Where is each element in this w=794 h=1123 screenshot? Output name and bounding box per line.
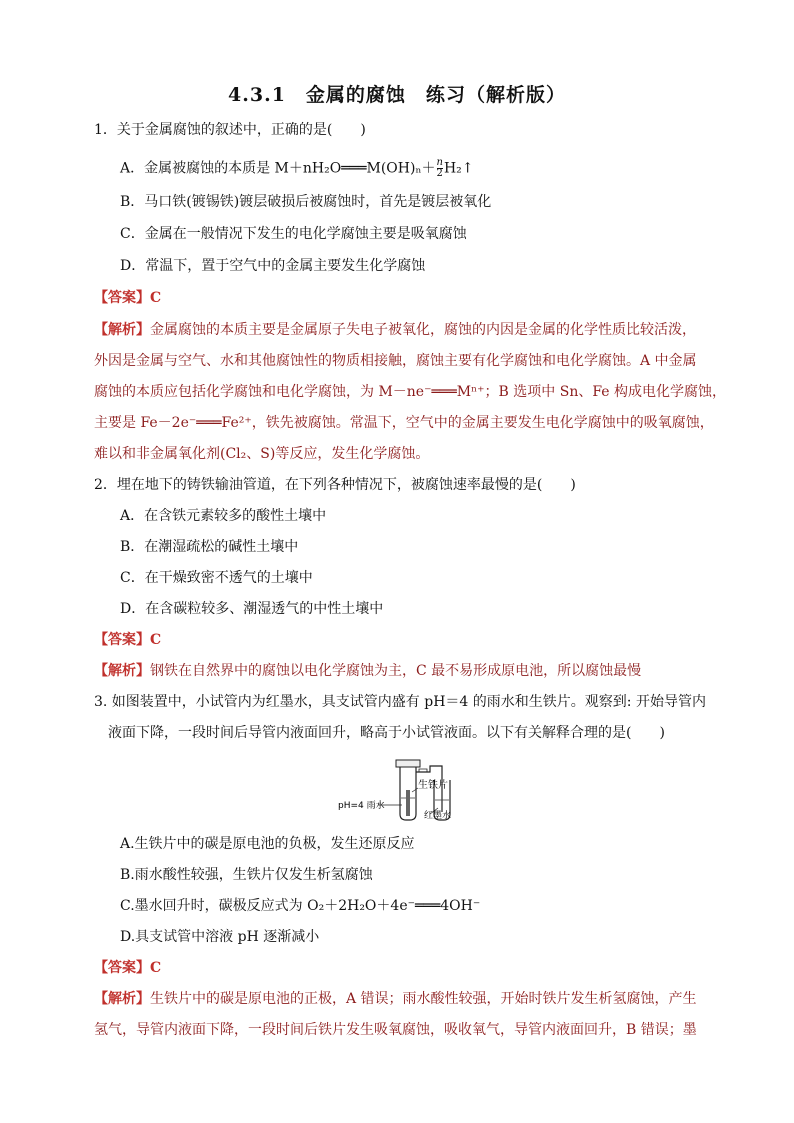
question-3-answer <box>94 959 161 977</box>
page-title: 4.3.1 金属的腐蚀 练习（解析版） <box>228 84 566 106</box>
explanation-text: 钢铁在自然界中的腐蚀以电化学腐蚀为主，C 最不易形成原电池，所以腐蚀最慢 <box>150 663 642 679</box>
question-1-option-b: B．马口铁(镀锡铁)镀层破损后被腐蚀时，首先是镀层被氧化 <box>120 194 492 210</box>
question-1-explanation-line <box>94 321 696 339</box>
explanation-tag: 【解析】 <box>94 322 150 338</box>
question-3-explanation-line <box>94 990 697 1008</box>
question-1-answer <box>94 289 161 307</box>
fraction-numerator: n <box>436 157 443 168</box>
label-rain-water: pH=4 雨水 <box>338 801 385 811</box>
question-2-explanation-line <box>94 662 641 680</box>
answer-value: C <box>150 290 162 306</box>
question-3-stem-line: 液面下降，一段时间后导管内液面回升，略高于小试管液面。以下有关解释合理的是( ) <box>108 725 665 741</box>
question-1-option-c: C．金属在一般情况下发生的电化学腐蚀主要是吸氧腐蚀 <box>120 226 467 242</box>
option-a-text: A．金属被腐蚀的本质是 M＋nH₂O═══M(OH)ₙ＋ <box>120 160 436 177</box>
question-3-stem-line: 3. 如图装置中，小试管内为红墨水，具支试管内盛有 pH＝4 的雨水和生铁片。观察到: 开始导管内 <box>94 694 706 710</box>
question-1-explanation-line: 腐蚀的本质应包括化学腐蚀和电化学腐蚀，为 M－ne⁻═══Mⁿ⁺；B 选项中 Sn、Fe 构成电化学腐蚀， <box>94 384 727 400</box>
question-3-option-b: B.雨水酸性较强，生铁片仅发生析氢腐蚀 <box>120 867 373 883</box>
question-1-explanation-line: 主要是 Fe－2e⁻═══Fe²⁺，铁先被腐蚀。常温下，空气中的金属主要发生电化学腐蚀中的吸氧腐蚀， <box>94 415 714 431</box>
fraction-denominator: 2 <box>436 168 443 179</box>
question-1-explanation-line: 外因是金属与空气、水和其他腐蚀性的物质相接触，腐蚀主要有化学腐蚀和电化学腐蚀。A 中金属 <box>94 353 697 369</box>
question-3-option-c: C.墨水回升时，碳极反应式为 O₂＋2H₂O＋4e⁻═══4OH⁻ <box>120 898 481 914</box>
question-2-option-a: A．在含铁元素较多的酸性土壤中 <box>120 508 327 524</box>
answer-tag: 【答案】 <box>94 632 150 648</box>
explanation-text: 金属腐蚀的本质主要是金属原子失电子被氧化，腐蚀的内因是金属的化学性质比较活泼， <box>150 322 696 338</box>
iron-strip <box>406 790 410 816</box>
question-3-option-a: A.生铁片中的碳是原电池的负极，发生还原反应 <box>120 836 415 852</box>
answer-tag: 【答案】 <box>94 960 150 976</box>
question-2-option-b: B．在潮湿疏松的碱性土壤中 <box>120 539 299 555</box>
answer-value: C <box>150 960 162 976</box>
label-red-ink: 红墨水 <box>424 811 452 821</box>
explanation-text: 生铁片中的碳是原电池的正极，A 错误；雨水酸性较强，开始时铁片发生析氢腐蚀，产生 <box>150 991 697 1007</box>
label-iron: 生铁片 <box>418 780 448 791</box>
question-1-explanation-line: 难以和非金属氧化剂(Cl₂、S)等反应，发生化学腐蚀。 <box>94 446 430 462</box>
question-1-stem: 1．关于金属腐蚀的叙述中，正确的是( ) <box>94 122 366 138</box>
question-2-stem: 2．埋在地下的铸铁输油管道，在下列各种情况下，被腐蚀速率最慢的是( ) <box>94 477 576 493</box>
answer-tag: 【答案】 <box>94 290 150 306</box>
apparatus-figure <box>330 752 470 822</box>
question-1-option-a <box>120 158 474 179</box>
question-2-option-c: C．在干燥致密不透气的土壤中 <box>120 570 313 586</box>
question-3-option-d: D.具支试管中溶液 pH 逐渐减小 <box>120 929 320 945</box>
answer-value: C <box>150 632 162 648</box>
fraction-n-over-2 <box>437 158 443 179</box>
option-a-text-tail: H₂↑ <box>443 160 474 177</box>
question-2-answer <box>94 631 161 649</box>
explanation-tag: 【解析】 <box>94 991 150 1007</box>
question-1-option-d: D．常温下，置于空气中的金属主要发生化学腐蚀 <box>120 258 426 274</box>
question-3-explanation-line: 氢气，导管内液面下降，一段时间后铁片发生吸氧腐蚀，吸收氧气，导管内液面回升，B 错误；墨 <box>94 1022 697 1038</box>
question-2-option-d: D．在含碳粒较多、潮湿透气的中性土壤中 <box>120 601 384 617</box>
rubber-stopper <box>396 760 420 767</box>
explanation-tag: 【解析】 <box>94 663 150 679</box>
